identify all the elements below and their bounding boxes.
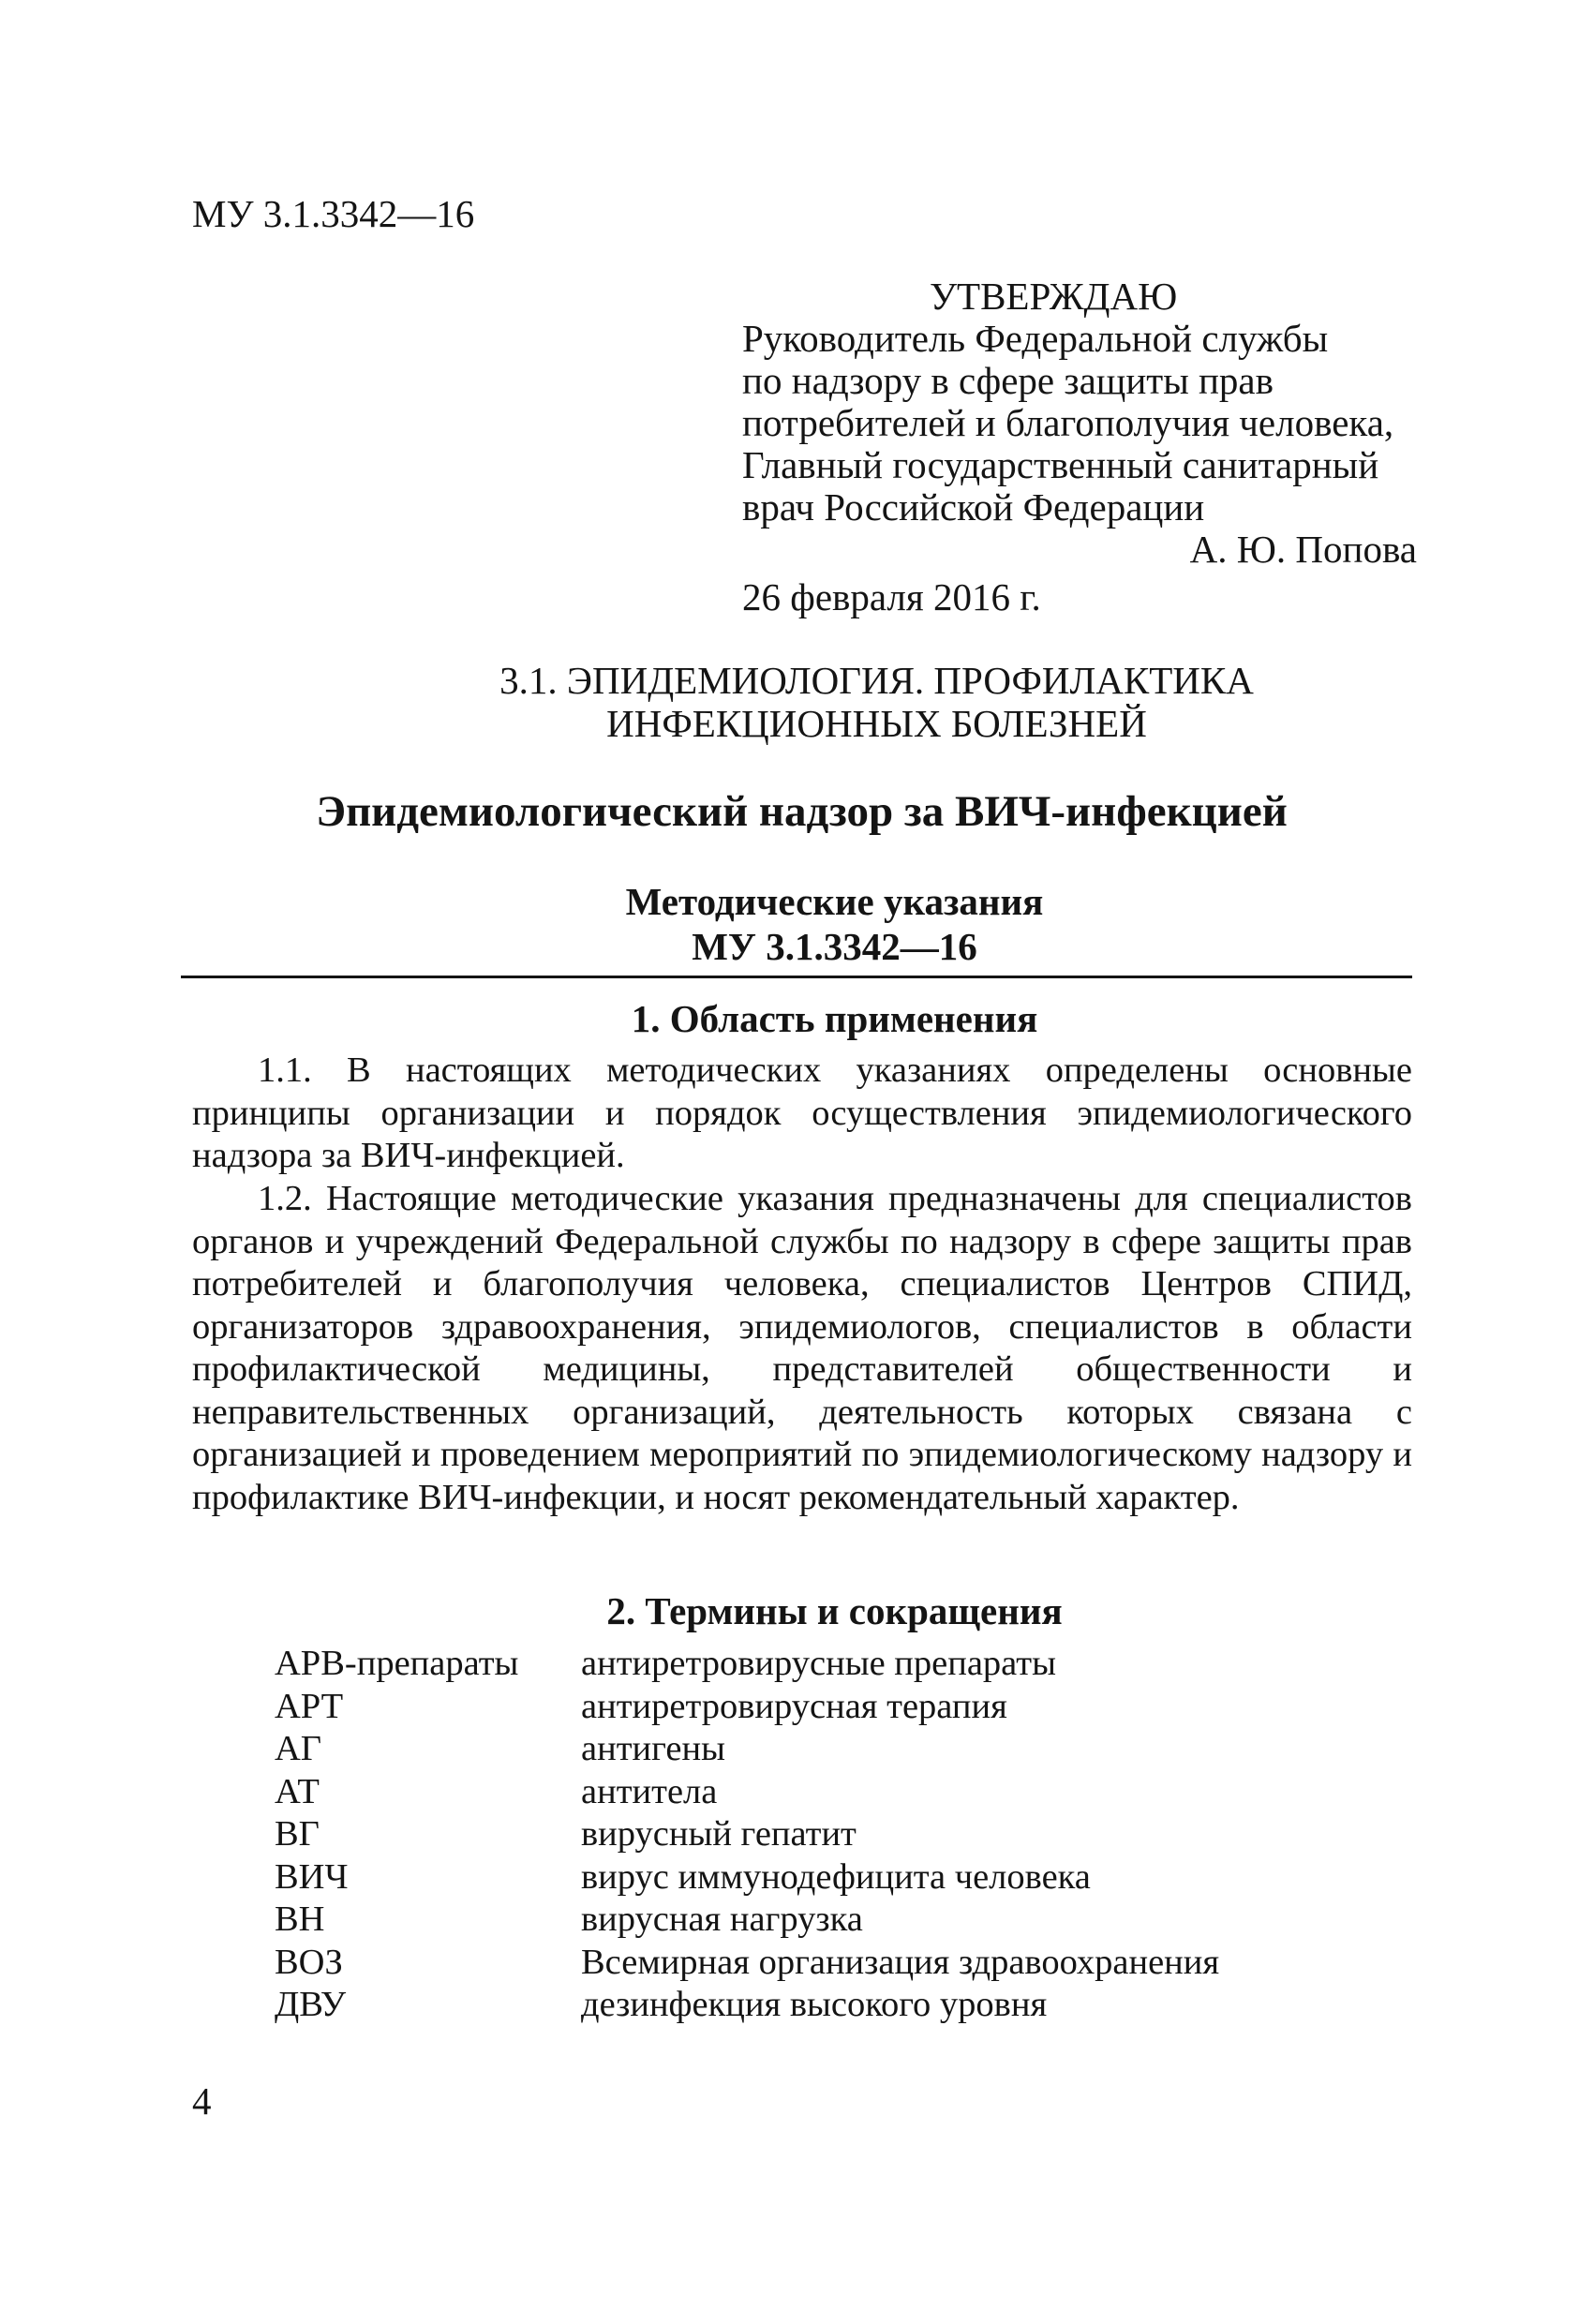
term-definition: вирусная нагрузка — [581, 1899, 863, 1939]
subtitle-line: Методические указания — [625, 880, 1044, 923]
term-abbreviation: ВН — [275, 1899, 325, 1939]
term-definition: вирус иммунодефицита человека — [581, 1856, 1091, 1897]
section-heading: 1. Область применения — [631, 997, 1038, 1040]
approval-date: 26 февраля 2016 г. — [742, 575, 1041, 618]
paragraph — [192, 1178, 1412, 1519]
term-abbreviation: АГ — [275, 1729, 322, 1768]
approval-line: потребителей и благополучия человека, — [742, 401, 1394, 444]
paragraph-text: 1.1. В настоящих методических указаниях определены основные принципы организации и порядок осуществления эпидемиологического надзора за ВИЧ-инфекцией. — [192, 1050, 1412, 1175]
document-subtitle — [0, 879, 1594, 969]
term-row — [275, 1686, 1219, 1729]
paragraph-text: 1.2. Настоящие методические указания предназначены для специалистов органов и учреждений Федеральной службы по надзору в сфере защиты прав потребителей и благополучия человека, специалистов Центров СПИД, организаторов здравоохранения, эпидемиологов, специалистов в области профилактической медицины, представителей общественности и неправительственных организаций, деятельность которых связана с организацией и проведением мероприятий по эпидемиологическому надзору и профилактике ВИЧ-инфекции, и носят рекомендательный характер. — [192, 1179, 1412, 1517]
approval-line: по надзору в сфере защиты прав — [742, 359, 1274, 402]
approval-line: Главный государственный санитарный — [742, 443, 1379, 486]
term-definition: антиретровирусная терапия — [581, 1686, 1007, 1726]
term-row — [275, 1942, 1219, 1985]
page-number: 4 — [192, 2079, 212, 2123]
term-abbreviation: АТ — [275, 1771, 320, 1811]
term-abbreviation: АРТ — [275, 1686, 344, 1726]
term-row — [275, 1813, 1219, 1856]
section-heading: 2. Термины и сокращения — [606, 1589, 1063, 1632]
category-line: ИНФЕКЦИОННЫХ БОЛЕЗНЕЙ — [606, 702, 1147, 745]
paragraph — [192, 1050, 1412, 1178]
term-row — [275, 1899, 1219, 1942]
subtitle-line: МУ 3.1.3342—16 — [692, 925, 977, 968]
document-code: МУ 3.1.3342—16 — [192, 192, 475, 235]
term-definition: антиретровирусные препараты — [581, 1644, 1056, 1683]
term-abbreviation: АРВ-препараты — [275, 1644, 519, 1683]
term-definition: антитела — [581, 1771, 718, 1811]
term-abbreviation: ВГ — [275, 1814, 320, 1854]
horizontal-divider — [181, 976, 1412, 978]
term-definition: вирусный гепатит — [581, 1814, 857, 1854]
approval-block — [742, 276, 1417, 618]
term-definition: дезинфекция высокого уровня — [581, 1985, 1048, 2024]
term-definition: антигены — [581, 1729, 725, 1768]
term-row — [275, 1984, 1219, 2027]
term-abbreviation: ВОЗ — [275, 1942, 343, 1982]
category-line: 3.1. ЭПИДЕМИОЛОГИЯ. ПРОФИЛАКТИКА — [499, 659, 1254, 702]
term-abbreviation: ВИЧ — [275, 1856, 349, 1897]
term-abbreviation: ДВУ — [275, 1985, 347, 2024]
terms-list — [275, 1643, 1219, 2027]
term-row — [275, 1643, 1219, 1686]
term-row — [275, 1856, 1219, 1899]
approval-heading: УТВЕРЖДАЮ — [930, 275, 1178, 318]
approval-signer: А. Ю. Попова — [1189, 528, 1417, 571]
term-row — [275, 1771, 1219, 1814]
term-definition: Всемирная организация здравоохранения — [581, 1942, 1220, 1982]
approval-line: врач Российской Федерации — [742, 485, 1205, 529]
term-row — [275, 1728, 1219, 1771]
document-title: Эпидемиологический надзор за ВИЧ-инфекцией — [316, 787, 1288, 836]
approval-line: Руководитель Федеральной службы — [742, 317, 1329, 360]
document-category — [0, 659, 1594, 745]
